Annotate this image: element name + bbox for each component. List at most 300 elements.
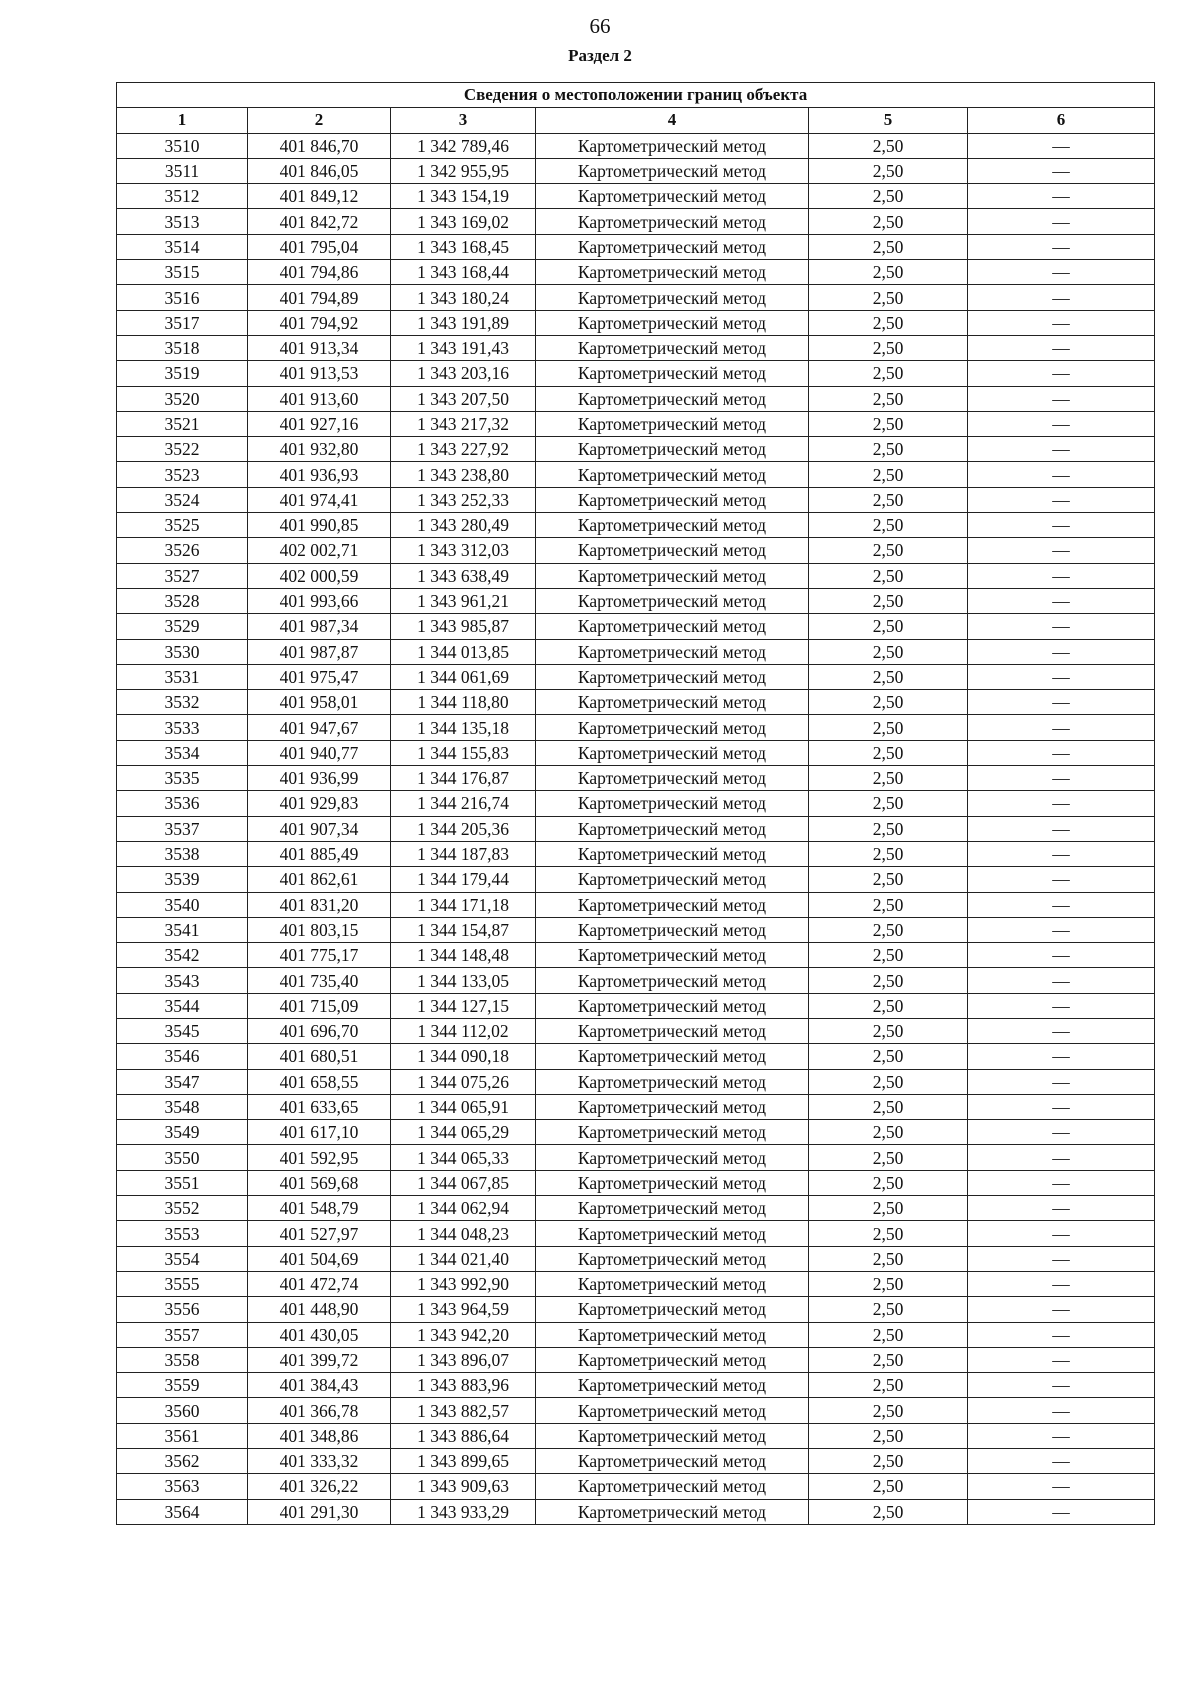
y-coordinate-cell: 1 344 135,18: [391, 715, 536, 740]
column-header: 3: [391, 108, 536, 133]
accuracy-cell: 2,50: [809, 1423, 968, 1448]
description-cell: —: [968, 158, 1155, 183]
x-coordinate-cell: 401 913,53: [248, 361, 391, 386]
description-cell: —: [968, 766, 1155, 791]
accuracy-cell: 2,50: [809, 766, 968, 791]
table-row: [117, 968, 1155, 993]
accuracy-cell: 2,50: [809, 184, 968, 209]
table-row: [117, 513, 1155, 538]
table-row: [117, 664, 1155, 689]
point-number-cell: 3563: [117, 1474, 248, 1499]
x-coordinate-cell: 401 504,69: [248, 1246, 391, 1271]
x-coordinate-cell: 402 002,71: [248, 538, 391, 563]
table-row: [117, 1094, 1155, 1119]
column-header: 4: [536, 108, 809, 133]
method-cell: Картометрический метод: [536, 361, 809, 386]
method-cell: Картометрический метод: [536, 437, 809, 462]
point-number-cell: 3541: [117, 917, 248, 942]
y-coordinate-cell: 1 344 216,74: [391, 791, 536, 816]
y-coordinate-cell: 1 344 067,85: [391, 1170, 536, 1195]
description-cell: —: [968, 1145, 1155, 1170]
x-coordinate-cell: 402 000,59: [248, 563, 391, 588]
x-coordinate-cell: 401 932,80: [248, 437, 391, 462]
y-coordinate-cell: 1 343 896,07: [391, 1347, 536, 1372]
point-number-cell: 3544: [117, 993, 248, 1018]
description-cell: —: [968, 715, 1155, 740]
description-cell: —: [968, 1398, 1155, 1423]
y-coordinate-cell: 1 343 985,87: [391, 614, 536, 639]
method-cell: Картометрический метод: [536, 943, 809, 968]
table-row: [117, 335, 1155, 360]
description-cell: —: [968, 1373, 1155, 1398]
method-cell: Картометрический метод: [536, 588, 809, 613]
column-header: 1: [117, 108, 248, 133]
y-coordinate-cell: 1 344 048,23: [391, 1221, 536, 1246]
table-row: [117, 588, 1155, 613]
point-number-cell: 3525: [117, 513, 248, 538]
y-coordinate-cell: 1 343 168,44: [391, 260, 536, 285]
x-coordinate-cell: 401 862,61: [248, 867, 391, 892]
y-coordinate-cell: 1 344 090,18: [391, 1044, 536, 1069]
x-coordinate-cell: 401 913,60: [248, 386, 391, 411]
y-coordinate-cell: 1 344 065,33: [391, 1145, 536, 1170]
method-cell: Картометрический метод: [536, 1373, 809, 1398]
description-cell: —: [968, 133, 1155, 158]
accuracy-cell: 2,50: [809, 386, 968, 411]
method-cell: Картометрический метод: [536, 690, 809, 715]
table-row: [117, 1145, 1155, 1170]
method-cell: Картометрический метод: [536, 538, 809, 563]
method-cell: Картометрический метод: [536, 639, 809, 664]
x-coordinate-cell: 401 936,93: [248, 462, 391, 487]
x-coordinate-cell: 401 326,22: [248, 1474, 391, 1499]
table-row: [117, 841, 1155, 866]
y-coordinate-cell: 1 343 191,89: [391, 310, 536, 335]
method-cell: Картометрический метод: [536, 1120, 809, 1145]
point-number-cell: 3556: [117, 1297, 248, 1322]
y-coordinate-cell: 1 344 118,80: [391, 690, 536, 715]
table-row: [117, 260, 1155, 285]
table-caption: Сведения о местоположении границ объекта: [117, 83, 1155, 108]
point-number-cell: 3562: [117, 1449, 248, 1474]
table-row: [117, 487, 1155, 512]
accuracy-cell: 2,50: [809, 285, 968, 310]
x-coordinate-cell: 401 795,04: [248, 234, 391, 259]
accuracy-cell: 2,50: [809, 1322, 968, 1347]
method-cell: Картометрический метод: [536, 209, 809, 234]
point-number-cell: 3557: [117, 1322, 248, 1347]
x-coordinate-cell: 401 794,89: [248, 285, 391, 310]
method-cell: Картометрический метод: [536, 664, 809, 689]
table-row: [117, 386, 1155, 411]
point-number-cell: 3551: [117, 1170, 248, 1195]
method-cell: Картометрический метод: [536, 1271, 809, 1296]
description-cell: —: [968, 993, 1155, 1018]
y-coordinate-cell: 1 344 148,48: [391, 943, 536, 968]
y-coordinate-cell: 1 344 112,02: [391, 1018, 536, 1043]
table-row: [117, 715, 1155, 740]
point-number-cell: 3539: [117, 867, 248, 892]
point-number-cell: 3547: [117, 1069, 248, 1094]
y-coordinate-cell: 1 343 961,21: [391, 588, 536, 613]
accuracy-cell: 2,50: [809, 943, 968, 968]
method-cell: Картометрический метод: [536, 285, 809, 310]
point-number-cell: 3560: [117, 1398, 248, 1423]
description-cell: —: [968, 1170, 1155, 1195]
description-cell: —: [968, 588, 1155, 613]
table-row: [117, 766, 1155, 791]
y-coordinate-cell: 1 344 065,29: [391, 1120, 536, 1145]
x-coordinate-cell: 401 569,68: [248, 1170, 391, 1195]
y-coordinate-cell: 1 344 062,94: [391, 1196, 536, 1221]
table-row: [117, 1449, 1155, 1474]
x-coordinate-cell: 401 803,15: [248, 917, 391, 942]
table-row: [117, 1474, 1155, 1499]
method-cell: Картометрический метод: [536, 1398, 809, 1423]
description-cell: —: [968, 614, 1155, 639]
description-cell: —: [968, 892, 1155, 917]
accuracy-cell: 2,50: [809, 867, 968, 892]
column-header-row: [117, 108, 1155, 133]
method-cell: Картометрический метод: [536, 740, 809, 765]
point-number-cell: 3564: [117, 1499, 248, 1524]
x-coordinate-cell: 401 907,34: [248, 816, 391, 841]
y-coordinate-cell: 1 343 168,45: [391, 234, 536, 259]
accuracy-cell: 2,50: [809, 1196, 968, 1221]
method-cell: Картометрический метод: [536, 1094, 809, 1119]
method-cell: Картометрический метод: [536, 1474, 809, 1499]
point-number-cell: 3513: [117, 209, 248, 234]
section-title: Раздел 2: [568, 46, 632, 65]
accuracy-cell: 2,50: [809, 1246, 968, 1271]
table-row: [117, 184, 1155, 209]
accuracy-cell: 2,50: [809, 1271, 968, 1296]
y-coordinate-cell: 1 343 942,20: [391, 1322, 536, 1347]
accuracy-cell: 2,50: [809, 487, 968, 512]
description-cell: —: [968, 437, 1155, 462]
y-coordinate-cell: 1 343 191,43: [391, 335, 536, 360]
table-row: [117, 791, 1155, 816]
point-number-cell: 3558: [117, 1347, 248, 1372]
table-row: [117, 209, 1155, 234]
accuracy-cell: 2,50: [809, 588, 968, 613]
point-number-cell: 3524: [117, 487, 248, 512]
accuracy-cell: 2,50: [809, 1044, 968, 1069]
point-number-cell: 3553: [117, 1221, 248, 1246]
y-coordinate-cell: 1 343 638,49: [391, 563, 536, 588]
accuracy-cell: 2,50: [809, 361, 968, 386]
point-number-cell: 3552: [117, 1196, 248, 1221]
x-coordinate-cell: 401 715,09: [248, 993, 391, 1018]
table-row: [117, 285, 1155, 310]
x-coordinate-cell: 401 846,70: [248, 133, 391, 158]
point-number-cell: 3548: [117, 1094, 248, 1119]
x-coordinate-cell: 401 975,47: [248, 664, 391, 689]
method-cell: Картометрический метод: [536, 386, 809, 411]
accuracy-cell: 2,50: [809, 968, 968, 993]
description-cell: —: [968, 1271, 1155, 1296]
point-number-cell: 3510: [117, 133, 248, 158]
x-coordinate-cell: 401 527,97: [248, 1221, 391, 1246]
accuracy-cell: 2,50: [809, 917, 968, 942]
table-row: [117, 943, 1155, 968]
y-coordinate-cell: 1 344 179,44: [391, 867, 536, 892]
description-cell: —: [968, 1044, 1155, 1069]
point-number-cell: 3559: [117, 1373, 248, 1398]
accuracy-cell: 2,50: [809, 234, 968, 259]
accuracy-cell: 2,50: [809, 740, 968, 765]
x-coordinate-cell: 401 448,90: [248, 1297, 391, 1322]
accuracy-cell: 2,50: [809, 1170, 968, 1195]
accuracy-cell: 2,50: [809, 260, 968, 285]
method-cell: Картометрический метод: [536, 1018, 809, 1043]
table-caption-row: [117, 83, 1155, 108]
point-number-cell: 3540: [117, 892, 248, 917]
x-coordinate-cell: 401 846,05: [248, 158, 391, 183]
description-cell: —: [968, 1018, 1155, 1043]
description-cell: —: [968, 740, 1155, 765]
y-coordinate-cell: 1 344 075,26: [391, 1069, 536, 1094]
y-coordinate-cell: 1 343 217,32: [391, 411, 536, 436]
method-cell: Картометрический метод: [536, 411, 809, 436]
point-number-cell: 3523: [117, 462, 248, 487]
method-cell: Картометрический метод: [536, 158, 809, 183]
x-coordinate-cell: 401 927,16: [248, 411, 391, 436]
method-cell: Картометрический метод: [536, 1221, 809, 1246]
description-cell: —: [968, 538, 1155, 563]
x-coordinate-cell: 401 831,20: [248, 892, 391, 917]
accuracy-cell: 2,50: [809, 1094, 968, 1119]
table-row: [117, 411, 1155, 436]
y-coordinate-cell: 1 343 169,02: [391, 209, 536, 234]
x-coordinate-cell: 401 384,43: [248, 1373, 391, 1398]
accuracy-cell: 2,50: [809, 133, 968, 158]
point-number-cell: 3542: [117, 943, 248, 968]
accuracy-cell: 2,50: [809, 1474, 968, 1499]
x-coordinate-cell: 401 794,86: [248, 260, 391, 285]
method-cell: Картометрический метод: [536, 1322, 809, 1347]
y-coordinate-cell: 1 343 238,80: [391, 462, 536, 487]
y-coordinate-cell: 1 343 909,63: [391, 1474, 536, 1499]
y-coordinate-cell: 1 343 886,64: [391, 1423, 536, 1448]
page-number: 66: [589, 14, 611, 38]
accuracy-cell: 2,50: [809, 513, 968, 538]
point-number-cell: 3543: [117, 968, 248, 993]
description-cell: —: [968, 664, 1155, 689]
description-cell: —: [968, 867, 1155, 892]
point-number-cell: 3536: [117, 791, 248, 816]
x-coordinate-cell: 401 680,51: [248, 1044, 391, 1069]
table-row: [117, 816, 1155, 841]
table-row: [117, 361, 1155, 386]
table-row: [117, 740, 1155, 765]
table-row: [117, 1196, 1155, 1221]
description-cell: —: [968, 1499, 1155, 1524]
x-coordinate-cell: 401 696,70: [248, 1018, 391, 1043]
table-row: [117, 867, 1155, 892]
description-cell: —: [968, 968, 1155, 993]
column-header: 2: [248, 108, 391, 133]
accuracy-cell: 2,50: [809, 1221, 968, 1246]
method-cell: Картометрический метод: [536, 335, 809, 360]
accuracy-cell: 2,50: [809, 1449, 968, 1474]
y-coordinate-cell: 1 342 789,46: [391, 133, 536, 158]
accuracy-cell: 2,50: [809, 462, 968, 487]
y-coordinate-cell: 1 344 155,83: [391, 740, 536, 765]
x-coordinate-cell: 401 735,40: [248, 968, 391, 993]
table-row: [117, 1069, 1155, 1094]
method-cell: Картометрический метод: [536, 917, 809, 942]
method-cell: Картометрический метод: [536, 816, 809, 841]
description-cell: —: [968, 310, 1155, 335]
accuracy-cell: 2,50: [809, 614, 968, 639]
x-coordinate-cell: 401 940,77: [248, 740, 391, 765]
method-cell: Картометрический метод: [536, 1170, 809, 1195]
method-cell: Картометрический метод: [536, 513, 809, 538]
table-row: [117, 538, 1155, 563]
y-coordinate-cell: 1 344 061,69: [391, 664, 536, 689]
accuracy-cell: 2,50: [809, 310, 968, 335]
point-number-cell: 3517: [117, 310, 248, 335]
point-number-cell: 3526: [117, 538, 248, 563]
table-row: [117, 614, 1155, 639]
method-cell: Картометрический метод: [536, 892, 809, 917]
x-coordinate-cell: 401 947,67: [248, 715, 391, 740]
x-coordinate-cell: 401 333,32: [248, 1449, 391, 1474]
table-row: [117, 310, 1155, 335]
table-row: [117, 993, 1155, 1018]
description-cell: —: [968, 1423, 1155, 1448]
method-cell: Картометрический метод: [536, 1196, 809, 1221]
x-coordinate-cell: 401 472,74: [248, 1271, 391, 1296]
accuracy-cell: 2,50: [809, 1145, 968, 1170]
table-row: [117, 563, 1155, 588]
description-cell: —: [968, 1196, 1155, 1221]
y-coordinate-cell: 1 344 187,83: [391, 841, 536, 866]
x-coordinate-cell: 401 794,92: [248, 310, 391, 335]
description-cell: —: [968, 184, 1155, 209]
accuracy-cell: 2,50: [809, 1120, 968, 1145]
point-number-cell: 3538: [117, 841, 248, 866]
description-cell: —: [968, 1322, 1155, 1347]
x-coordinate-cell: 401 849,12: [248, 184, 391, 209]
table-body: [117, 133, 1155, 1524]
table-row: [117, 690, 1155, 715]
x-coordinate-cell: 401 987,34: [248, 614, 391, 639]
point-number-cell: 3522: [117, 437, 248, 462]
description-cell: —: [968, 234, 1155, 259]
x-coordinate-cell: 401 291,30: [248, 1499, 391, 1524]
method-cell: Картометрический метод: [536, 462, 809, 487]
accuracy-cell: 2,50: [809, 1297, 968, 1322]
method-cell: Картометрический метод: [536, 234, 809, 259]
y-coordinate-cell: 1 343 899,65: [391, 1449, 536, 1474]
point-number-cell: 3537: [117, 816, 248, 841]
point-number-cell: 3554: [117, 1246, 248, 1271]
description-cell: —: [968, 285, 1155, 310]
point-number-cell: 3521: [117, 411, 248, 436]
method-cell: Картометрический метод: [536, 260, 809, 285]
point-number-cell: 3511: [117, 158, 248, 183]
method-cell: Картометрический метод: [536, 791, 809, 816]
point-number-cell: 3528: [117, 588, 248, 613]
table-row: [117, 1322, 1155, 1347]
accuracy-cell: 2,50: [809, 816, 968, 841]
description-cell: —: [968, 361, 1155, 386]
point-number-cell: 3549: [117, 1120, 248, 1145]
description-cell: —: [968, 563, 1155, 588]
description-cell: —: [968, 816, 1155, 841]
column-header: 5: [809, 108, 968, 133]
description-cell: —: [968, 690, 1155, 715]
point-number-cell: 3550: [117, 1145, 248, 1170]
accuracy-cell: 2,50: [809, 1018, 968, 1043]
table-row: [117, 1271, 1155, 1296]
description-cell: —: [968, 1246, 1155, 1271]
x-coordinate-cell: 401 958,01: [248, 690, 391, 715]
y-coordinate-cell: 1 343 933,29: [391, 1499, 536, 1524]
description-cell: —: [968, 411, 1155, 436]
y-coordinate-cell: 1 343 312,03: [391, 538, 536, 563]
y-coordinate-cell: 1 343 154,19: [391, 184, 536, 209]
x-coordinate-cell: 401 366,78: [248, 1398, 391, 1423]
accuracy-cell: 2,50: [809, 411, 968, 436]
y-coordinate-cell: 1 343 992,90: [391, 1271, 536, 1296]
method-cell: Картометрический метод: [536, 1044, 809, 1069]
method-cell: Картометрический метод: [536, 1246, 809, 1271]
point-number-cell: 3518: [117, 335, 248, 360]
y-coordinate-cell: 1 343 280,49: [391, 513, 536, 538]
y-coordinate-cell: 1 343 964,59: [391, 1297, 536, 1322]
table-row: [117, 1347, 1155, 1372]
x-coordinate-cell: 401 430,05: [248, 1322, 391, 1347]
y-coordinate-cell: 1 344 021,40: [391, 1246, 536, 1271]
point-number-cell: 3516: [117, 285, 248, 310]
x-coordinate-cell: 401 974,41: [248, 487, 391, 512]
table-row: [117, 1170, 1155, 1195]
table-row: [117, 1120, 1155, 1145]
y-coordinate-cell: 1 343 180,24: [391, 285, 536, 310]
description-cell: —: [968, 386, 1155, 411]
point-number-cell: 3529: [117, 614, 248, 639]
y-coordinate-cell: 1 344 065,91: [391, 1094, 536, 1119]
accuracy-cell: 2,50: [809, 841, 968, 866]
table-row: [117, 1398, 1155, 1423]
x-coordinate-cell: 401 929,83: [248, 791, 391, 816]
accuracy-cell: 2,50: [809, 1347, 968, 1372]
description-cell: —: [968, 335, 1155, 360]
accuracy-cell: 2,50: [809, 892, 968, 917]
point-number-cell: 3533: [117, 715, 248, 740]
y-coordinate-cell: 1 344 171,18: [391, 892, 536, 917]
description-cell: —: [968, 791, 1155, 816]
method-cell: Картометрический метод: [536, 993, 809, 1018]
method-cell: Картометрический метод: [536, 310, 809, 335]
description-cell: —: [968, 209, 1155, 234]
method-cell: Картометрический метод: [536, 1297, 809, 1322]
method-cell: Картометрический метод: [536, 841, 809, 866]
description-cell: —: [968, 1094, 1155, 1119]
x-coordinate-cell: 401 913,34: [248, 335, 391, 360]
accuracy-cell: 2,50: [809, 158, 968, 183]
y-coordinate-cell: 1 344 127,15: [391, 993, 536, 1018]
x-coordinate-cell: 401 592,95: [248, 1145, 391, 1170]
point-number-cell: 3530: [117, 639, 248, 664]
method-cell: Картометрический метод: [536, 1145, 809, 1170]
column-header: 6: [968, 108, 1155, 133]
x-coordinate-cell: 401 548,79: [248, 1196, 391, 1221]
point-number-cell: 3514: [117, 234, 248, 259]
